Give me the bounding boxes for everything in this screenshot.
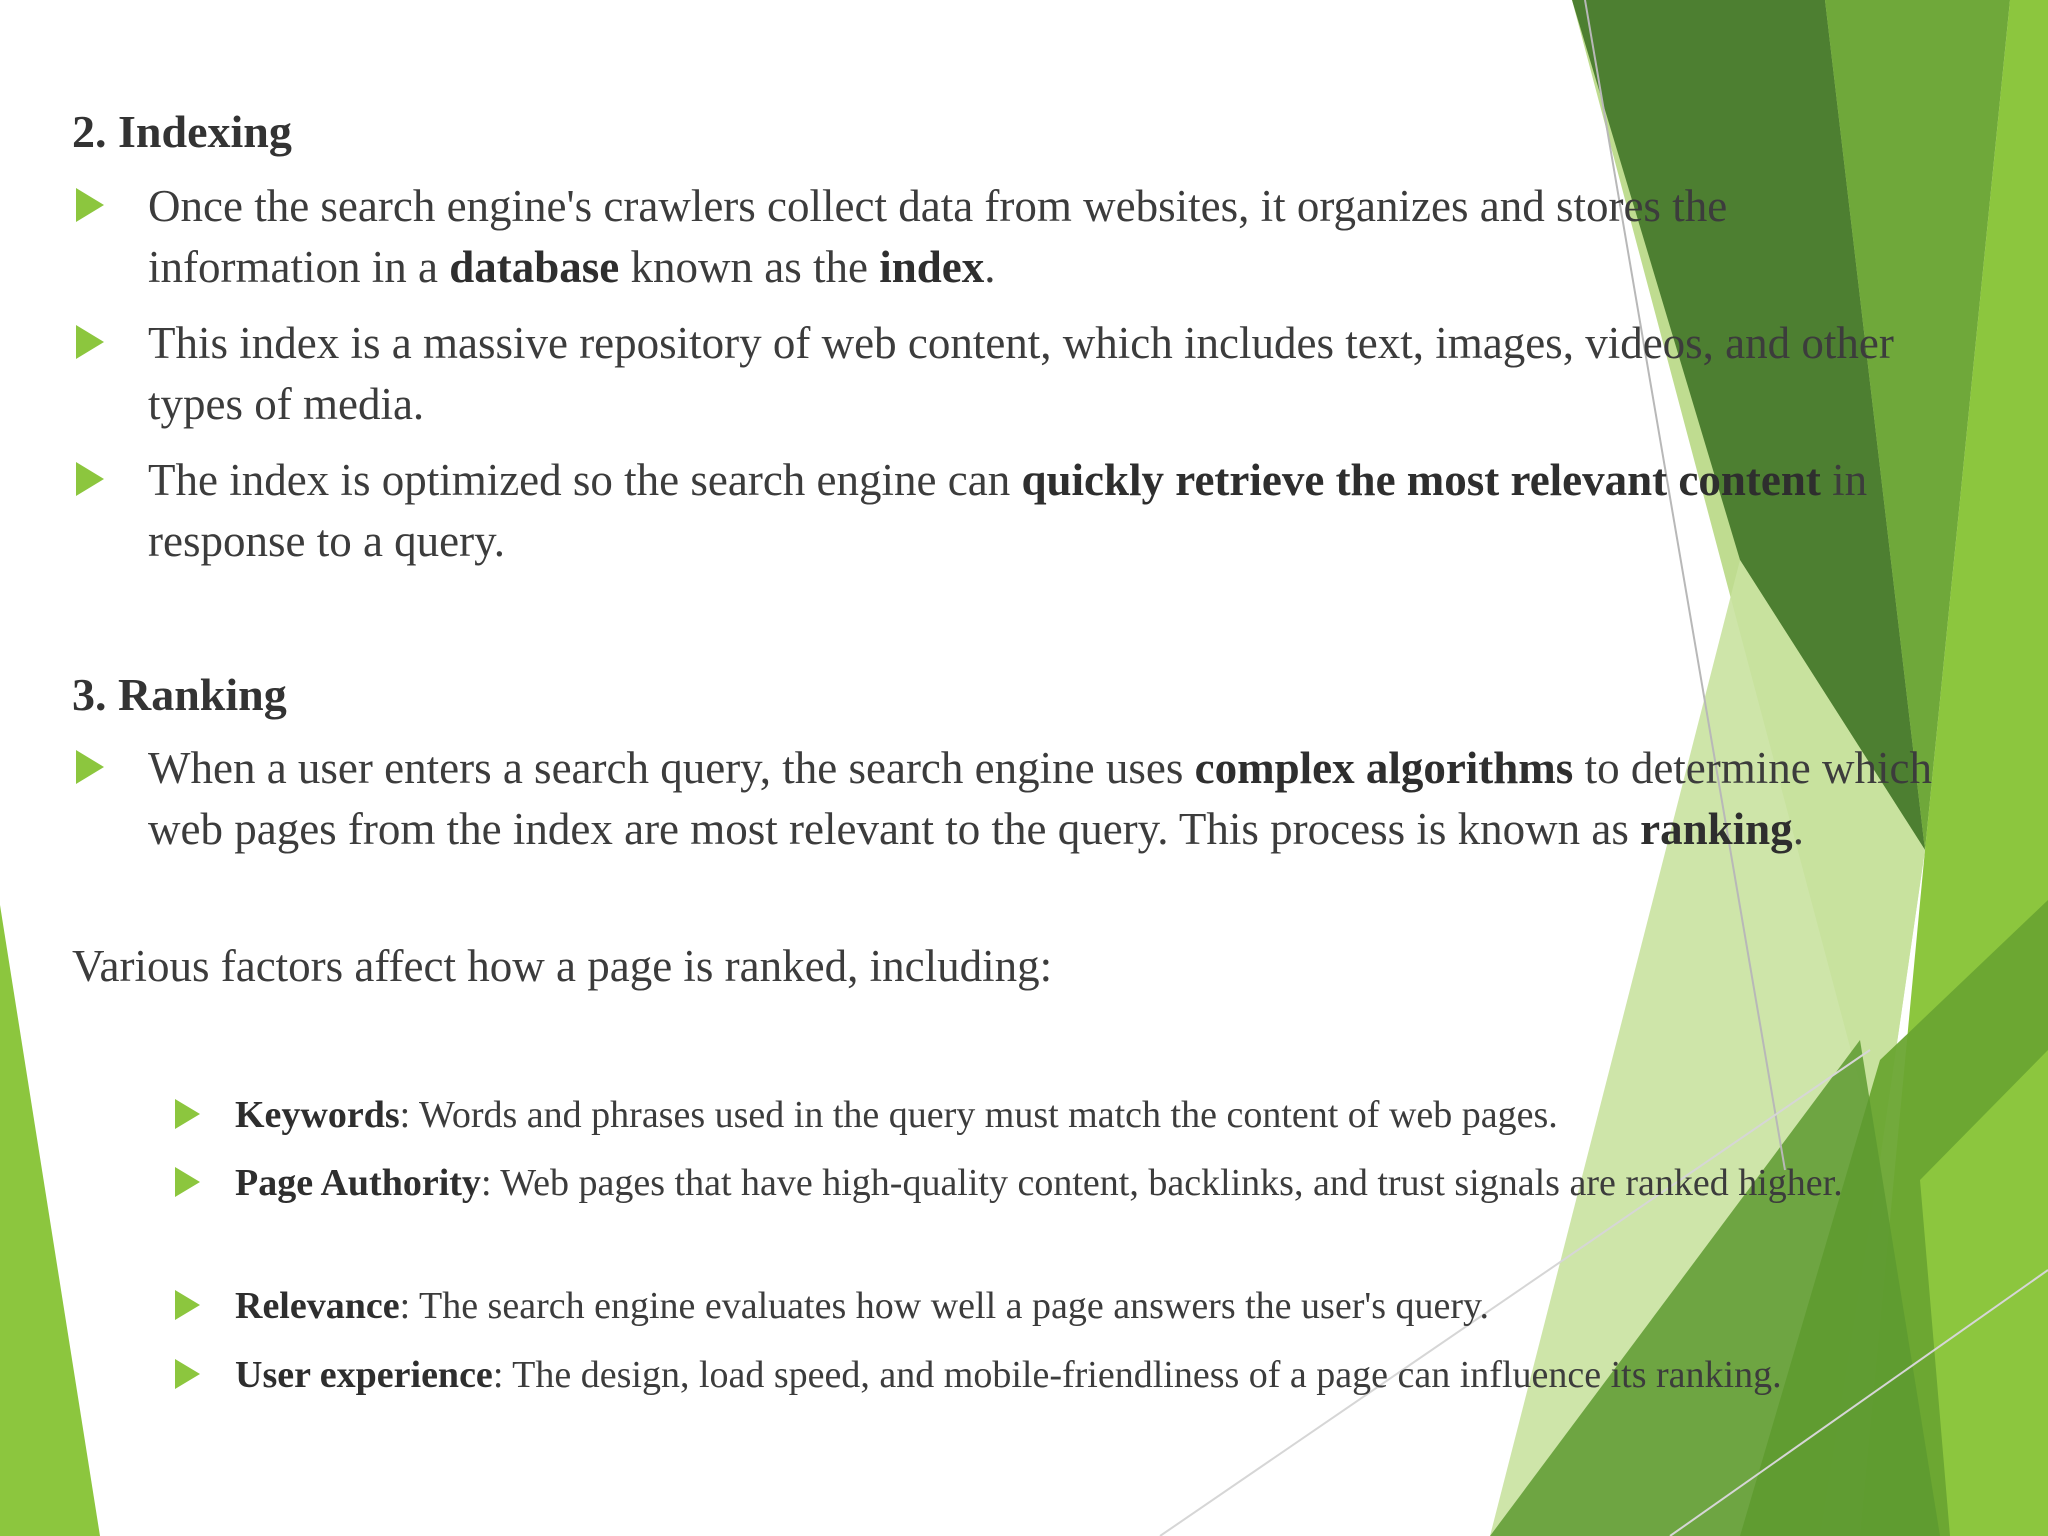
factor-keywords	[235, 1089, 1935, 1142]
bold-text: Page Authority	[235, 1162, 481, 1204]
bullet-arrow-icon	[76, 188, 104, 222]
factor-user-experience	[235, 1349, 1935, 1402]
bullet-text	[148, 318, 1894, 429]
text-segment: : The design, load speed, and mobile-friendliness of a page can influence its ranking.	[492, 1354, 1782, 1396]
indexing-bullet-2	[148, 313, 1938, 435]
text-segment: in response to a query.	[148, 455, 1868, 566]
indexing-bullet-3	[148, 450, 1938, 572]
bullet-arrow-icon	[175, 1167, 200, 1197]
factor-text	[235, 1094, 1558, 1136]
text-segment: This index is a massive repository of web content, which includes text, images, videos, and other types of media.	[148, 318, 1894, 429]
factor-text	[235, 1285, 1489, 1327]
factor-text	[235, 1354, 1782, 1396]
factors-intro: Various factors affect how a page is ranked, including:	[72, 941, 1053, 991]
ranking-bullet-1	[148, 738, 1938, 860]
ranking-heading: 3. Ranking	[72, 669, 287, 720]
factor-text	[235, 1162, 1843, 1204]
factor-relevance	[235, 1280, 1935, 1333]
text-segment: known as the	[619, 242, 880, 292]
bold-text: User experience	[235, 1354, 493, 1396]
bullet-arrow-icon	[76, 462, 104, 496]
bullet-text	[148, 181, 1727, 292]
indexing-bullet-1	[148, 176, 1938, 298]
indexing-heading: 2. Indexing	[72, 106, 292, 157]
text-segment: .	[984, 242, 996, 292]
text-segment: to determine which web pages from the index are most relevant to the query. This process is known as	[148, 743, 1932, 854]
text-segment: : Words and phrases used in the query must match the content of web pages.	[399, 1094, 1558, 1136]
text-segment: : Web pages that have high-quality content, backlinks, and trust signals are ranked higher.	[480, 1162, 1843, 1204]
bullet-arrow-icon	[175, 1359, 200, 1389]
bullet-arrow-icon	[76, 325, 104, 359]
bold-text: index	[879, 242, 985, 292]
bold-text: database	[449, 242, 620, 292]
bullet-text	[148, 455, 1867, 566]
text-segment: .	[1792, 804, 1804, 854]
bold-text: complex algorithms	[1194, 743, 1574, 793]
bold-text: ranking	[1640, 804, 1793, 854]
text-segment: Once the search engine's crawlers collect data from websites, it organizes and stores the information in a	[148, 181, 1728, 292]
bullet-arrow-icon	[76, 750, 104, 784]
bullet-arrow-icon	[175, 1099, 200, 1129]
bullet-text	[148, 743, 1932, 854]
text-segment: The index is optimized so the search engine can	[148, 455, 1022, 505]
text-segment: : The search engine evaluates how well a page answers the user's query.	[399, 1285, 1490, 1327]
bold-text: Relevance	[235, 1285, 400, 1327]
bold-text: quickly retrieve the most relevant content	[1021, 455, 1821, 505]
factor-page-authority	[235, 1157, 1935, 1210]
bold-text: Keywords	[235, 1094, 400, 1136]
bullet-arrow-icon	[175, 1290, 200, 1320]
text-segment: When a user enters a search query, the search engine uses	[148, 743, 1195, 793]
